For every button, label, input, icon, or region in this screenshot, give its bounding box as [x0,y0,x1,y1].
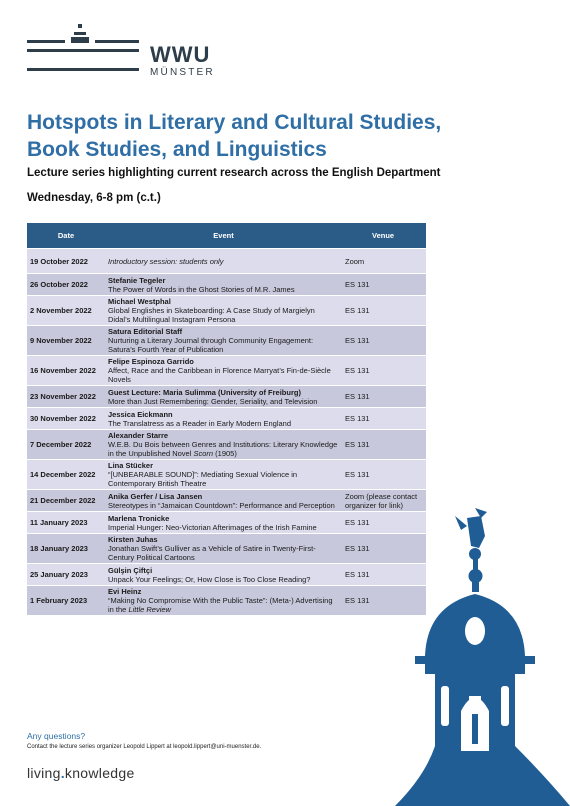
column-header-venue: Venue [342,223,426,249]
talk-title-italic: Little Review [128,605,171,614]
talk-title-text: Nurturing a Literary Journal through Community Engagement: Satura’s Fourth Year of Publication [108,336,314,354]
row-event [105,430,342,460]
questions-heading: Any questions? [27,731,86,741]
table-row [27,564,426,586]
lecture-schedule-table [27,223,426,615]
row-date: 9 November 2022 [27,326,105,356]
row-venue: ES 131 [342,386,426,408]
row-venue: ES 131 [342,430,426,460]
talk-title [108,419,339,428]
schedule-time: Wednesday, 6-8 pm (c.t.) [27,192,161,204]
talk-title-text: W.E.B. Du Bois between Genres and Institutions: Literary Knowledge in the Unpublished Novel [108,440,338,458]
column-header-event: Event [105,223,342,249]
table-row [27,430,426,460]
row-venue: ES 131 [342,512,426,534]
table-row [27,586,426,616]
speaker-name: Guest Lecture: Maria Sulimma (University of Freiburg) [108,387,301,397]
speaker-name: Kirsten Juhas [108,535,158,544]
subtitle: Lecture series highlighting current research across the English Department [27,167,441,179]
row-event [105,564,342,586]
contact-text: Contact the lecture series organizer Leopold Lippert at leopold.lippert@uni-muenster.de. [27,744,262,750]
talk-title [108,544,339,562]
speaker-name: Satura Editorial Staff [108,327,183,336]
row-venue: ES 131 [342,296,426,326]
row-venue: ES 131 [342,274,426,296]
table-row [27,249,426,274]
talk-title-text: The Translatress as a Reader in Early Modern England [108,418,292,428]
tagline-right: knowledge [64,765,135,781]
row-venue: Zoom (please contact organizer for link) [342,490,426,512]
row-date: 26 October 2022 [27,274,105,296]
talk-title-italic: Scorn [193,449,214,458]
row-event [105,586,342,616]
row-event [105,490,342,512]
row-date: 23 November 2022 [27,386,105,408]
speaker-name: Marlena Tronicke [108,513,170,523]
talk-title-text: Imperial Hunger: Neo-Victorian Afterimages of the Irish Famine [108,522,317,532]
row-venue: Zoom [342,249,426,274]
talk-title [108,306,339,324]
tagline [27,765,135,781]
speaker-name: Alexander Starre [108,431,169,440]
row-event [105,249,342,274]
row-venue: ES 131 [342,534,426,564]
row-date: 14 December 2022 [27,460,105,490]
talk-title [108,523,339,532]
tagline-left: living [27,765,61,781]
table-row [27,326,426,356]
talk-title [108,440,339,458]
row-venue: ES 131 [342,460,426,490]
table-row [27,512,426,534]
talk-title [108,257,339,266]
speaker-name: Michael Westphal [108,297,171,306]
logo-name: WWU [150,42,211,67]
talk-title-text: More than Just Remembering: Gender, Seriality, and Television [108,396,318,406]
table-row [27,296,426,326]
row-venue: ES 131 [342,408,426,430]
talk-title [108,501,339,510]
row-date: 7 December 2022 [27,430,105,460]
table-row [27,356,426,386]
row-venue: ES 131 [342,356,426,386]
row-date: 19 October 2022 [27,249,105,274]
speaker-name: Felipe Espinoza Garrido [108,357,194,366]
table-row [27,274,426,296]
row-date: 11 January 2023 [27,512,105,534]
talk-title [108,596,339,614]
speaker-name: Jessica Eickmann [108,409,173,419]
row-date: 2 November 2022 [27,296,105,326]
logo-city: MÜNSTER [150,67,215,78]
row-event [105,408,342,430]
talk-title [108,336,339,354]
table-row [27,534,426,564]
row-date: 30 November 2022 [27,408,105,430]
talk-title-text: Jonathan Swift’s Gulliver as a Vehicle of Satire in Twenty-First-Century Political Cartoons [108,544,316,562]
table-row [27,386,426,408]
talk-title-end: (1905) [213,449,237,458]
row-date: 16 November 2022 [27,356,105,386]
column-header-date: Date [27,223,105,249]
speaker-name: Anika Gerfer / Lisa Jansen [108,491,203,501]
row-date: 25 January 2023 [27,564,105,586]
row-date: 18 January 2023 [27,534,105,564]
tagline-dot: . [60,765,65,781]
row-event [105,386,342,408]
table-row [27,408,426,430]
row-venue: ES 131 [342,326,426,356]
row-event [105,296,342,326]
wwu-logo-text [150,44,215,79]
row-event [105,326,342,356]
row-event [105,460,342,490]
talk-title [108,470,339,488]
table-row [27,460,426,490]
speaker-name: Stefanie Tegeler [108,275,166,285]
talk-title [108,366,339,384]
row-event [105,274,342,296]
talk-title-text: “[UNBEARABLE SOUND]”: Mediating Sexual Violence in Contemporary British Theatre [108,470,298,488]
speaker-name: Gülşin Çiftçi [108,565,153,575]
table-row [27,490,426,512]
row-event [105,356,342,386]
talk-title [108,397,339,406]
talk-title-text: Unpack Your Feelings; Or, How Close is Too Close Reading? [108,574,311,584]
row-event [105,534,342,564]
page-title: Hotspots in Literary and Cultural Studies, Book Studies, and Linguistics [27,111,442,161]
talk-title-text: The Power of Words in the Ghost Stories of M.R. James [108,284,295,294]
speaker-name: Lina Stücker [108,461,154,470]
talk-title-text: Global Englishes in Skateboarding: A Case Study of Margielyn Didal’s Multilingual Instagram Persona [108,306,315,324]
speaker-name: Evi Heinz [108,587,142,596]
table-header-row [27,223,426,249]
row-event [105,512,342,534]
talk-title-text: Stereotypes in “Jamaican Countdown”: Performance and Perception [108,500,335,510]
talk-title-text: Introductory session: students only [108,256,224,266]
tower-illustration [395,506,570,806]
row-date: 1 February 2023 [27,586,105,616]
wwu-logo-emblem [27,24,147,80]
row-venue: ES 131 [342,586,426,616]
talk-title [108,575,339,584]
talk-title-text: “Making No Compromise With the Public Taste”: (Meta-) Advertising in the [108,596,333,614]
row-date: 21 December 2022 [27,490,105,512]
talk-title [108,285,339,294]
row-venue: ES 131 [342,564,426,586]
talk-title-text: Affect, Race and the Caribbean in Florence Marryat’s Fin-de-Siècle Novels [108,366,331,384]
